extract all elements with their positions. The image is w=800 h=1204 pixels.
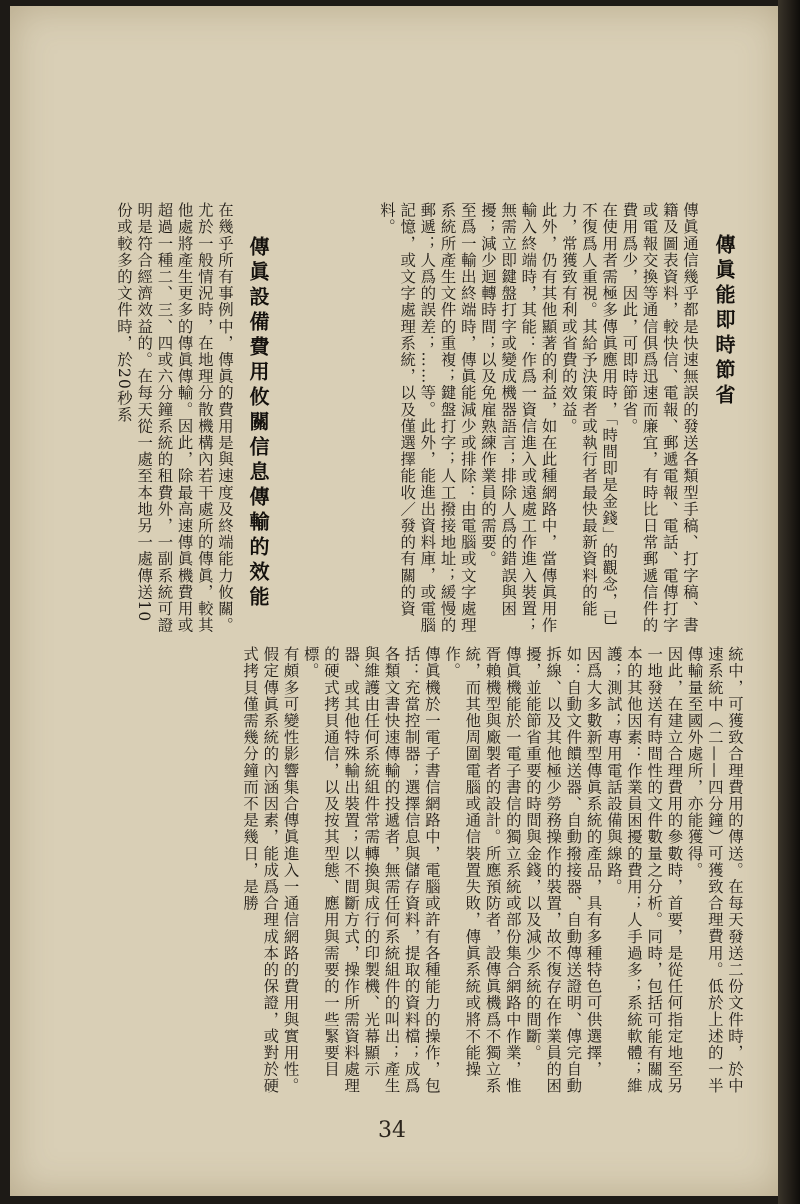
book-binding-edge (778, 0, 800, 1204)
right-column-body: 統中，可獲致合理費用的傳送。在每天發送二份文件時，於中速系統中（二——四分鐘）可獲致合理費用。低於上述的一半傳輸量至國外處所，亦能獲得。 因此，在建立合理費用的參數時，首要，是從任何指定地至另一地發送有時間性的文件數量之分析。同時，包括可能有關成本的其他因素：作業員困擾的費用；人手過多；系統軟體；維護；測試；專用電話設備與線路。 因爲大多數新型傳眞系統的產品，具有多種特色可供選擇，如：自動文件饋送器、自動撥接器、自動傳送證明、傳完自動拆線、以及其他極少勞務操作的裝置，故不復存在作業員的困擾，並能節省重要的時間與金錢，以及減少系統的間斷。 傳眞機能於一電子書信的獨立系統或部份集合網路中作業，惟胥賴機型與廠製者的設計。所應預防者，設傳眞機爲不獨立系統，而其他周圍電腦或通信裝置失敗，傳眞系統或將不能操作。 傳眞機於一電子書信網路中，電腦或許有各種能力的操作，包括：充當控制器；選擇信息與儲存資料，提取的資料檔；成爲各類文書快速傳輸的投遞者，無需任何系統組件的叫出；產生與維護由任何系統組件常需轉換與成行的印製機、光幕顯示器、或其他特殊輸出裝置；以不間斷方式，操作所需資料處理的硬式拷貝通信，以及按其型態、應用與需要的一些緊要目標。 有頗多可變性影響集合傳眞進入一通信網路的費用與實用性。假定傳眞系統的內涵因素，能成爲合理成本的保證，或對於硬式拷貝僅需幾分鐘而不是幾日，是勝 (241, 646, 744, 1095)
section-heading-immediate-saving: 傳眞能即時節省 (712, 234, 736, 409)
section-heading-equipment-cost: 傳眞設備費用攸關信息傳輸的效能 (246, 236, 270, 611)
page-number: 34 (378, 1118, 406, 1143)
section-body-immediate-saving: 傳眞通信幾乎都是快速無誤的發送各類型手稿、打字稿、書籍及圖表資料，較快信、電報、郵遞電報、電話、電傳打字或電報交換等通信俱爲迅速而廉宜，有時比日常郵遞信件的費用爲少，因此，可即時節省。 在使用者需極多傳眞應用時，「時間即是金錢」的觀念，已不復爲人重視。其給予決策者或執行者最快最新資料的能力，常獲致有利或省費的效益。 此外，仍有其他顯著的利益，如在此種網路中，當傳眞用作輸入終端時，其能：作爲一資信進入或遠處工作進入裝置；無需立即鍵盤打字或變成機器語言；排除人爲的錯誤與困擾；減少迴轉時間；以及免雇熟練作業員的需要。 至爲一輸出終端時，傳眞能減少或排除：由電腦或文字處理系統所產生文件的重複；鍵盤打字；人工撥接地址；緩慢的郵遞；人爲的誤差；……等。此外，能進出資料庫，或電腦記憶，或文字處理系統，以及僅選擇能收／發的有關的資料。 (377, 202, 699, 634)
book-page (10, 6, 782, 1196)
section-body-equipment-cost: 在幾乎所有事例中，傳眞的費用是與速度及終端能力攸關。尤於一般情況時，在地理分散機構內若干處所的傳眞，較其他處將產生更多的傳眞傳輸。因此，除最高速傳眞機費用或超過一種二、三、四或六分鐘系統的租費外，一副系統可證明是符合經濟效益的。在每天從一處至本地另一處傳送10份或較多的文件時，於20秒系 (114, 202, 234, 634)
